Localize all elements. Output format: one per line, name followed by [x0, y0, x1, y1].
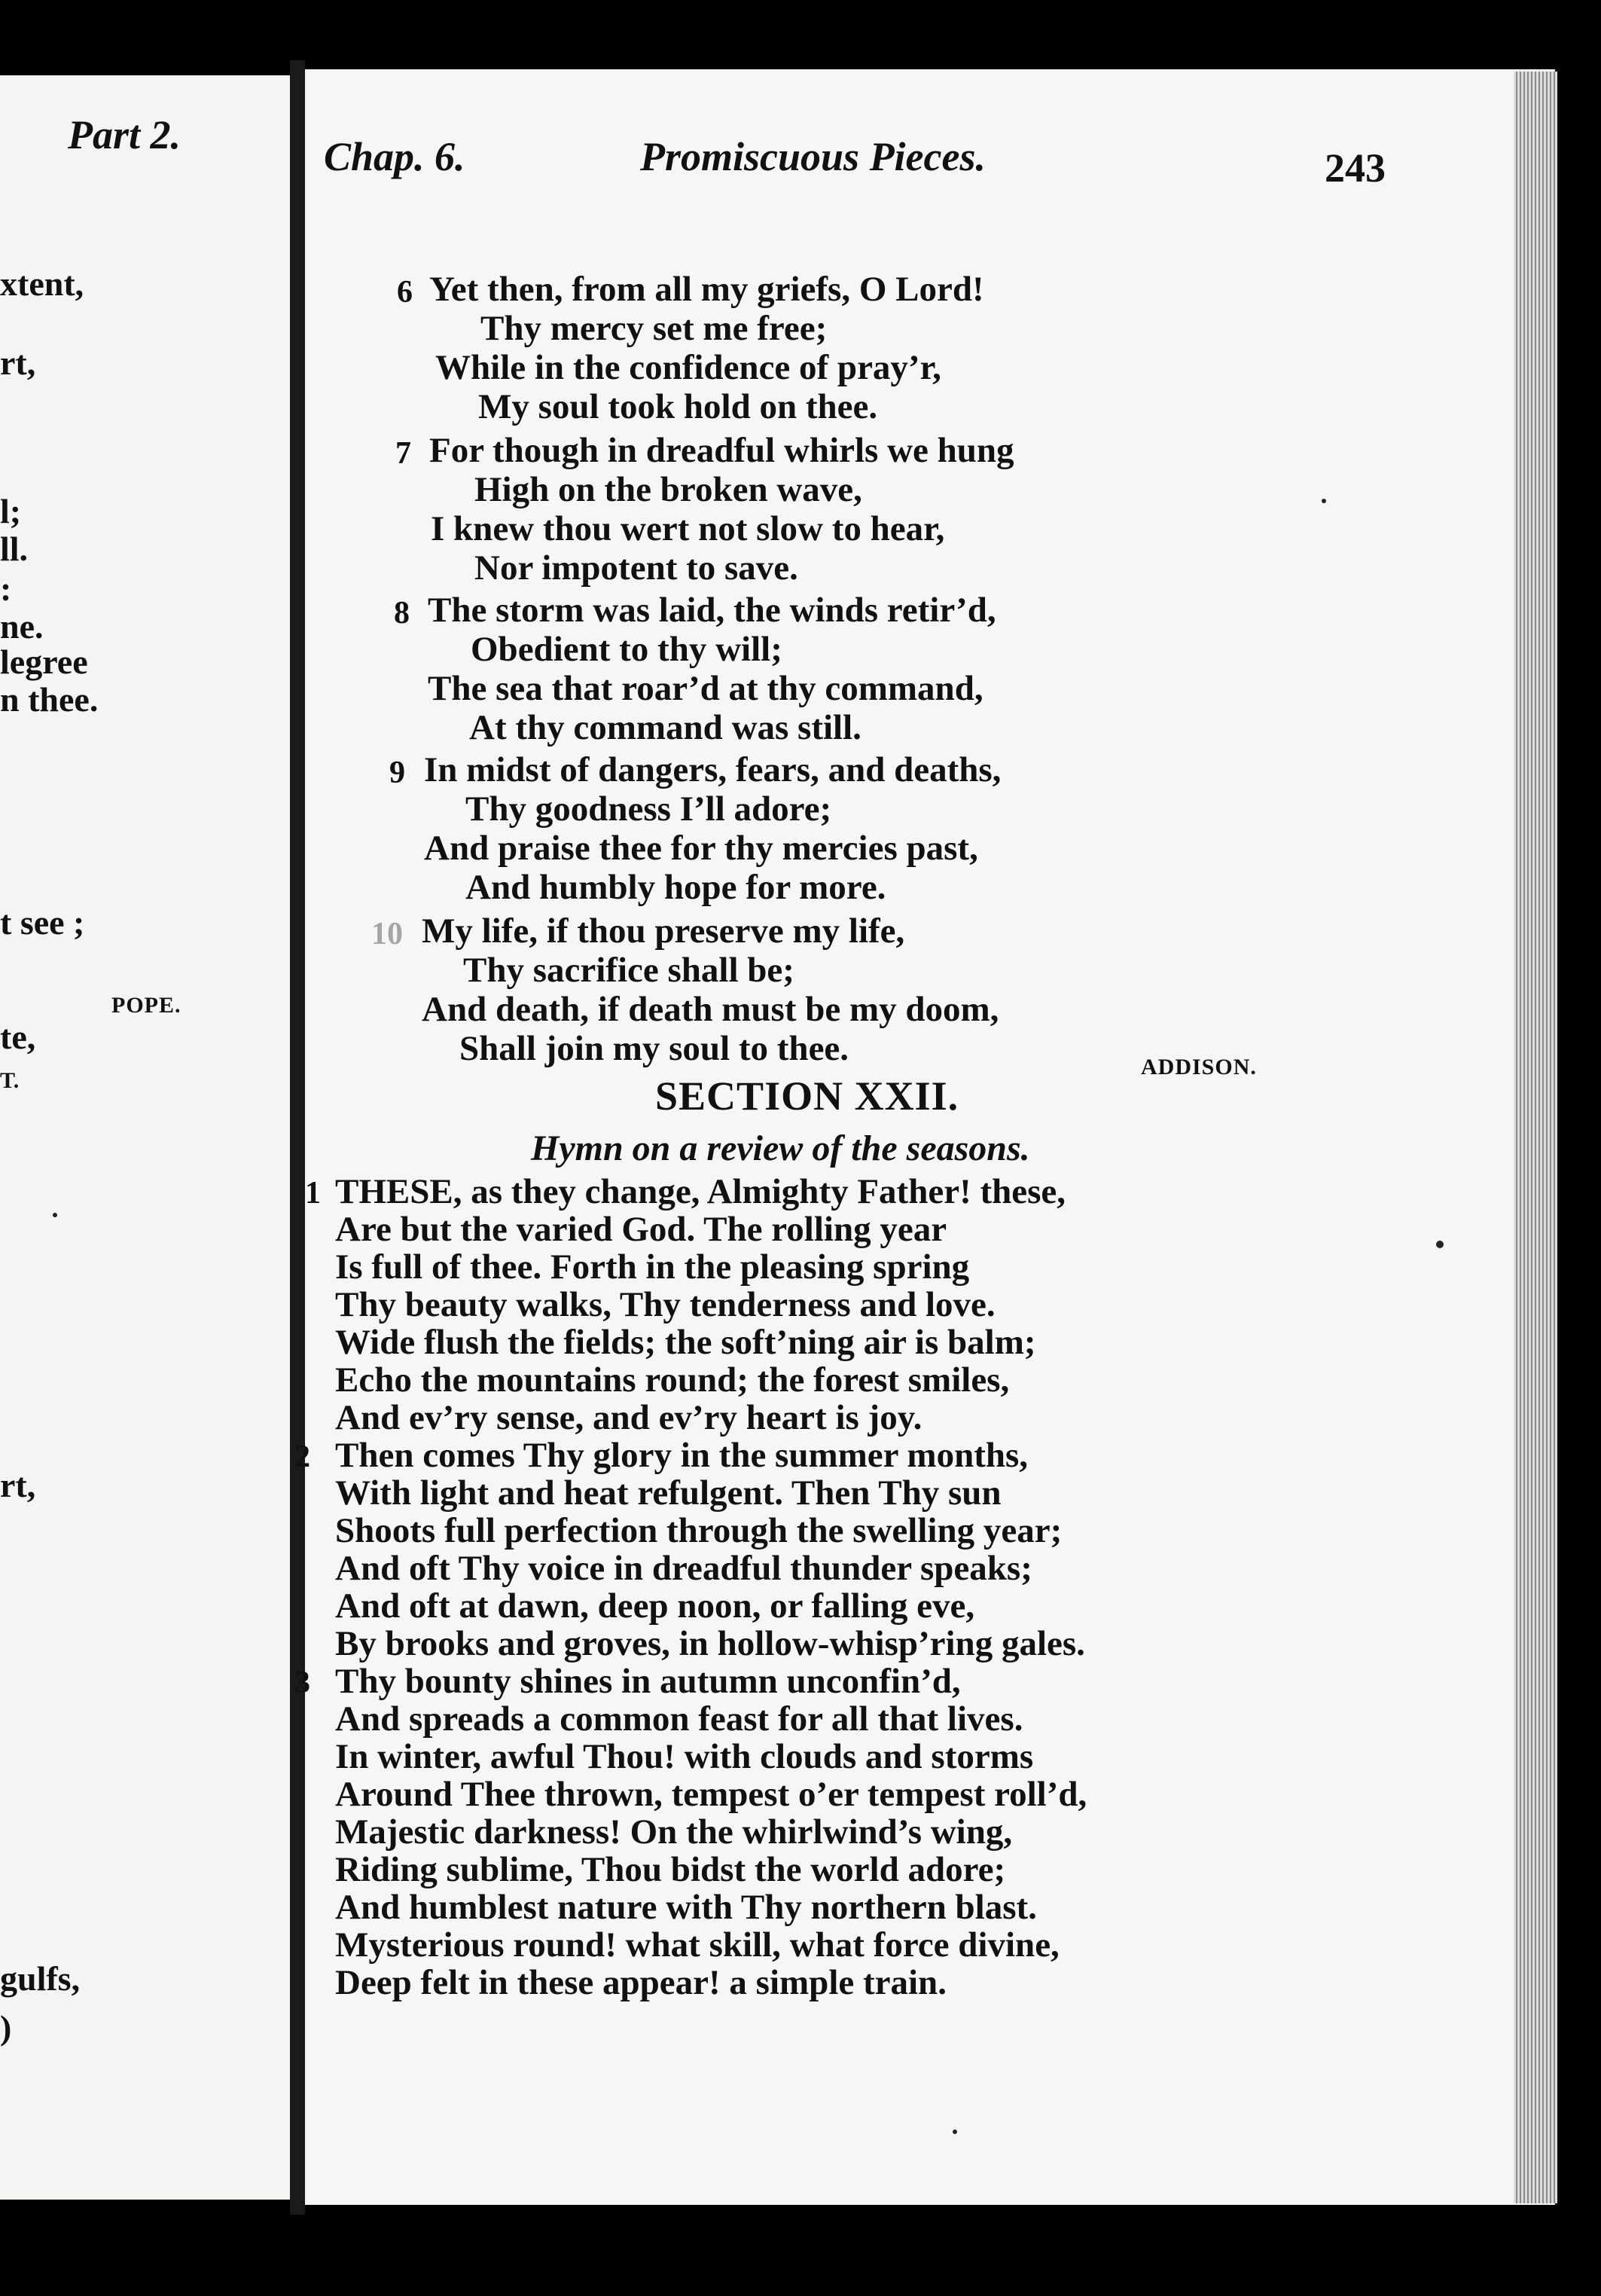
ink-speck: [953, 2130, 957, 2134]
left-fragment: :: [0, 569, 12, 608]
running-title: Promiscuous Pieces.: [640, 134, 986, 179]
hymn-line: Majestic darkness! On the whirlwind’s wing,: [335, 1812, 1013, 1852]
verse-line: Shall join my soul to thee.: [459, 1029, 849, 1068]
left-fragment: gulfs,: [0, 1959, 81, 1998]
section-subtitle: Hymn on a review of the seasons.: [531, 1128, 1030, 1168]
left-fragment: l;: [0, 492, 22, 530]
hymn-line: Thy beauty walks, Thy tenderness and love.: [335, 1285, 996, 1324]
verse-line: Nor impotent to save.: [474, 548, 798, 588]
left-fragment: t see ;: [0, 903, 85, 942]
ink-speck: [53, 1213, 57, 1217]
left-page-header: Part 2.: [68, 112, 181, 157]
verse-line: Thy sacrifice shall be;: [463, 951, 794, 990]
book-gutter: [290, 60, 305, 2215]
hymn-line: Shoots full perfection through the swelling year;: [335, 1511, 1063, 1550]
hymn-line: And humblest nature with Thy northern blast.: [335, 1888, 1037, 1927]
verse-line: For though in dreadful whirls we hung: [429, 431, 1014, 470]
verse-line: The storm was laid, the winds retir’d,: [428, 591, 996, 630]
left-author: POPE.: [111, 993, 181, 1018]
stanza-number: 9: [389, 756, 405, 790]
hymn-line: By brooks and groves, in hollow-whisp’ring gales.: [335, 1624, 1085, 1663]
hymn-line: THESE, as they change, Almighty Father! these,: [335, 1172, 1066, 1211]
author-attribution: ADDISON.: [1141, 1055, 1257, 1079]
verse-line: Thy mercy set me free;: [480, 309, 828, 348]
hymn-line: And oft Thy voice in dreadful thunder speaks;: [335, 1549, 1032, 1588]
hymn-line: Deep felt in these appear! a simple train.: [335, 1963, 947, 2002]
paragraph-number: 2: [294, 1440, 310, 1474]
verse-line: The sea that roar’d at thy command,: [428, 669, 983, 708]
verse-line: At thy command was still.: [469, 708, 861, 747]
hymn-line: And spreads a common feast for all that lives.: [335, 1699, 1023, 1739]
hymn-line: Riding sublime, Thou bidst the world adore;: [335, 1850, 1006, 1889]
paragraph-number: 1: [305, 1176, 321, 1211]
left-fragment: ll.: [0, 530, 29, 568]
ink-speck: [1322, 499, 1326, 503]
verse-line: My life, if thou preserve my life,: [422, 911, 905, 951]
verse-line: Yet then, from all my griefs, O Lord!: [429, 270, 984, 309]
hymn-line: In winter, awful Thou! with clouds and storms: [335, 1737, 1034, 1776]
left-fragment: xtent,: [0, 264, 84, 303]
page-number: 243: [1325, 145, 1386, 191]
verse-line: I knew thou wert not slow to hear,: [431, 509, 945, 548]
stanza-number: 10: [371, 917, 403, 951]
stanza-number: 8: [394, 596, 410, 630]
section-title: SECTION XXII.: [655, 1073, 959, 1119]
hymn-line: And oft at dawn, deep noon, or falling eve,: [335, 1586, 975, 1626]
ink-speck: [1436, 1241, 1444, 1248]
hymn-line: Are but the varied God. The rolling year: [335, 1210, 947, 1249]
verse-line: Obedient to thy will;: [471, 630, 782, 669]
paragraph-number: 3: [294, 1666, 310, 1700]
hymn-line: Wide flush the fields; the soft’ning air is balm;: [335, 1323, 1036, 1362]
left-fragment: n thee.: [0, 680, 99, 719]
verse-line: Thy goodness I’ll adore;: [465, 789, 832, 829]
left-page: [0, 75, 290, 2200]
left-fragment: rt,: [0, 343, 36, 382]
left-fragment: ): [0, 2008, 12, 2047]
left-fragment: te,: [0, 1018, 36, 1056]
verse-line: And death, if death must be my doom,: [422, 990, 999, 1029]
right-page: [294, 69, 1555, 2205]
stanza-number: 6: [397, 275, 413, 310]
left-fragment: ne.: [0, 607, 44, 646]
hymn-line: Thy bounty shines in autumn unconfin’d,: [335, 1662, 961, 1701]
verse-line: High on the broken wave,: [474, 470, 862, 509]
hymn-line: Mysterious round! what skill, what force divine,: [335, 1925, 1060, 1965]
verse-line: In midst of dangers, fears, and deaths,: [424, 750, 1002, 789]
left-fragment: legree: [0, 643, 88, 681]
left-fragment: T.: [0, 1068, 20, 1093]
hymn-line: Then comes Thy glory in the summer months,: [335, 1436, 1029, 1475]
verse-line: My soul took hold on thee.: [478, 387, 878, 426]
left-fragment: rt,: [0, 1466, 36, 1504]
verse-line: While in the confidence of pray’r,: [435, 348, 941, 387]
chapter-label: Chap. 6.: [324, 134, 465, 179]
hymn-line: Is full of thee. Forth in the pleasing spring: [335, 1247, 970, 1287]
hymn-line: Echo the mountains round; the forest smiles,: [335, 1360, 1010, 1400]
hymn-line: And ev’ry sense, and ev’ry heart is joy.: [335, 1398, 922, 1437]
page-edges: [1514, 72, 1557, 2203]
hymn-line: With light and heat refulgent. Then Thy sun: [335, 1473, 1002, 1513]
hymn-line: Around Thee thrown, tempest o’er tempest roll’d,: [335, 1775, 1087, 1814]
verse-line: And praise thee for thy mercies past,: [424, 829, 978, 868]
stanza-number: 7: [395, 436, 411, 471]
verse-line: And humbly hope for more.: [465, 868, 886, 907]
